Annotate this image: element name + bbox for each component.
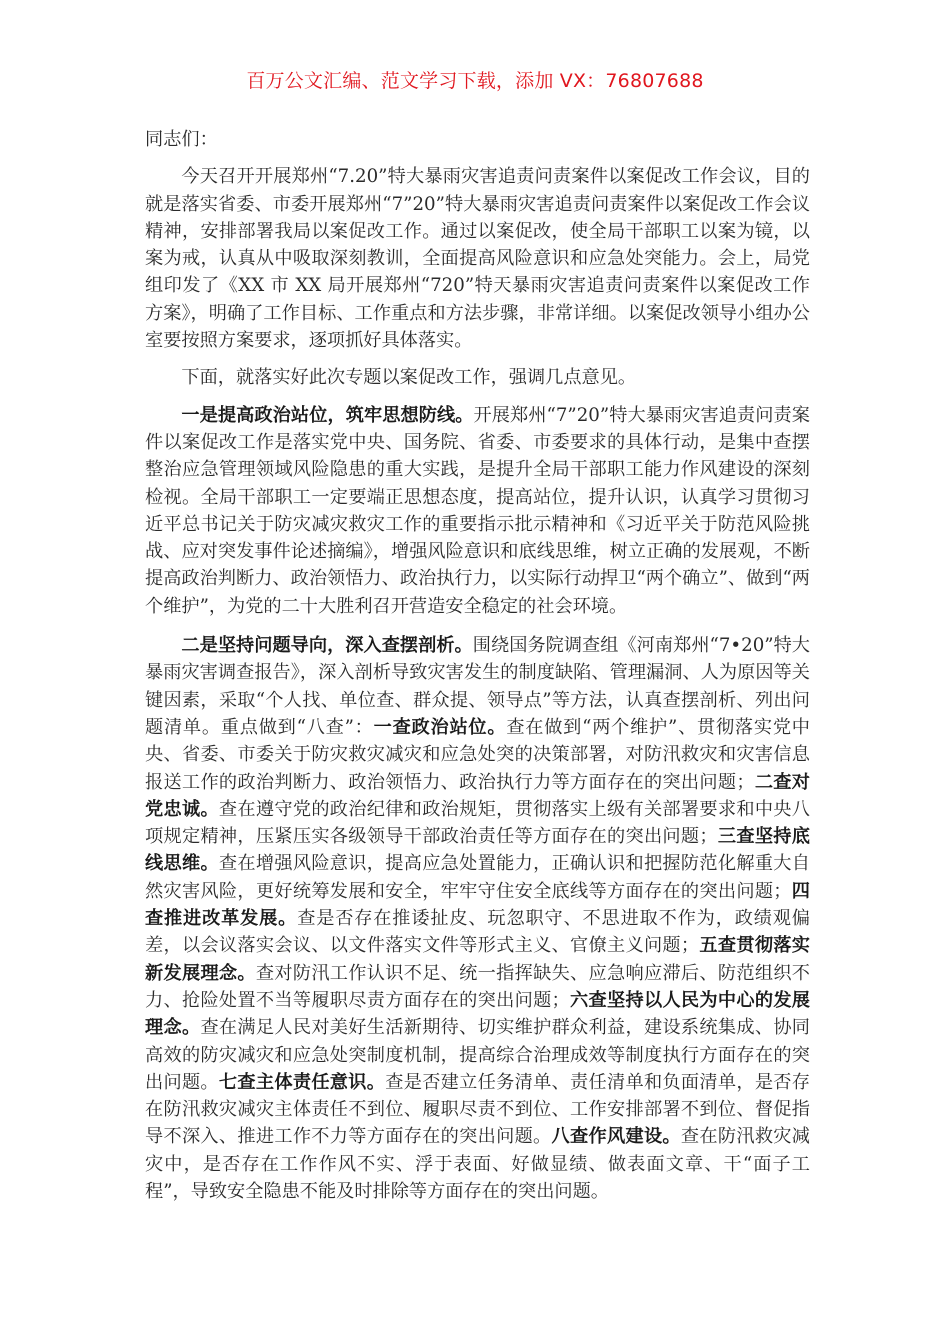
check-item-text: 查在遵守党的政治纪律和政治规矩，贯彻落实上级有关部署要求和中央八项规定精神，压紧压实各级领导干部政治责任等方面存在的突出问题；	[145, 798, 810, 848]
point-two-segments	[145, 635, 810, 1202]
check-item-heading: 八查作风建设。	[551, 1126, 681, 1148]
point-one-heading: 一是提高政治站位，筑牢思想防线。	[181, 404, 474, 426]
check-item-heading: 五查贯彻落实新发展理念。	[145, 935, 810, 984]
check-item-text: 查在做到“两个维护”、贯彻落实党中央、省委、市委关于防灾救灾减灾和应急处突的决策部署，对防汛救灾和灾害信息报送工作的政治判断力、政治领悟力、政治执行力等方面存在的突出问题；	[145, 716, 810, 793]
paragraph-intro: 今天召开开展郑州“7.20”特大暴雨灾害追责问责案件以案促改工作会议，目的就是落实省委、市委开展郑州“7”20”特大暴雨灾害追责问责案件以案促改工作会议精神，安排部署我局以案促改工作。通过以案促改，使全局干部职工以案为镜，以案为戒，认真从中吸取深刻教训，全面提高风险意识和应急处突能力。会上，局党组印发了《XX 市 XX 局开展郑州“720”特天暴雨灾害追责问责案件以案促改工作方案》，明确了工作目标、工作重点和方法步骤，非常详细。以案促改领导小组办公室要按照方案要求，逐项抓好具体落实。	[145, 166, 810, 352]
check-item-text: 查在满足人民对美好生活新期待、切实维护群众利益，建设系统集成、协同高效的防灾减灾和应急处突制度机制，提高综合治理成效等制度执行方面存在的突出问题。	[145, 1017, 810, 1093]
check-item-text: 查在防汛救灾减灾中，是否存在工作作风不实、浮于表面、好做显绩、做表面文章、干“面子工程”，导致安全隐患不能及时排除等方面存在的突出问题。	[145, 1126, 810, 1202]
paragraph-point-one	[145, 402, 810, 620]
paragraph-point-two	[145, 632, 810, 1205]
check-item-text: 查是否建立任务清单、责任清单和负面清单，是否存在防汛救灾减灾主体责任不到位、履职尽责不到位、工作安排部署不到位、督促指导不深入、推进工作不力等方面存在的突出问题。	[145, 1071, 810, 1148]
check-item-heading: 三查坚持底线思维。	[145, 826, 810, 875]
check-item-heading: 一查政治站位。	[373, 716, 507, 738]
paragraph-transition: 下面，就落实好此次专题以案促改工作，强调几点意见。	[181, 367, 637, 389]
point-two-heading: 二是坚持问题导向，深入查摆剖析。	[181, 635, 473, 657]
document-body	[145, 126, 810, 1215]
check-item-heading: 四查推进改革发展。	[145, 880, 810, 930]
point-one-text: 开展郑州“7”20”特大暴雨灾害追责问责案件以案促改工作是落实党中央、国务院、省委、市委要求的具体行动，是集中查摆整治应急管理领域风险隐患的重大实践，是提升全局干部职工能力作风建设的深刻检视。全局干部职工一定要端正思想态度，提高站位，提升认识，认真学习贯彻习近平总书记关于防灾减灾救灾工作的重要指示批示精神和《习近平关于防范风险挑战、应对突发事件论述摘编》，增强风险意识和底线思维，树立正确的发展观，不断提高政治判断力、政治领悟力、政治执行力，以实际行动捍卫“两个确立”、做到“两个维护”，为党的二十大胜利召开营造安全稳定的社会环境。	[145, 404, 810, 617]
check-item-text: 围绕国务院调查组《河南郑州“7•20”特大暴雨灾害调查报告》，深入剖析导致灾害发生的制度缺陷、管理漏洞、人为原因等关键因素，采取“个人找、单位查、群众提、领导点”等方法，认真查摆剖析、列出问题清单。重点做到“八查”：	[145, 635, 810, 738]
watermark-header: 百万公文汇编、范文学习下载，添加 VX：76807688	[246, 70, 704, 92]
check-item-text: 查是否存在推诿扯皮、玩忽职守、不思进取不作为，政绩观偏差，以会议落实会议、以文件落实文件等形式主义、官僚主义问题；	[145, 908, 810, 957]
check-item-text: 查在增强风险意识，提高应急处置能力，正确认识和把握防范化解重大自然灾害风险，更好统筹发展和安全，牢牢守住安全底线等方面存在的突出问题；	[145, 853, 810, 902]
check-item-heading: 七查主体责任意识。	[218, 1071, 386, 1093]
check-item-heading: 六查坚持以人民为中心的发展理念。	[145, 989, 810, 1039]
salutation: 同志们：	[145, 129, 218, 150]
check-item-heading: 二查对党忠诚。	[145, 771, 810, 820]
check-item-text: 查对防汛工作认识不足、统一指挥缺失、应急响应滞后、防范组织不力、抢险处置不当等履职尽责方面存在的突出问题；	[145, 962, 810, 1011]
